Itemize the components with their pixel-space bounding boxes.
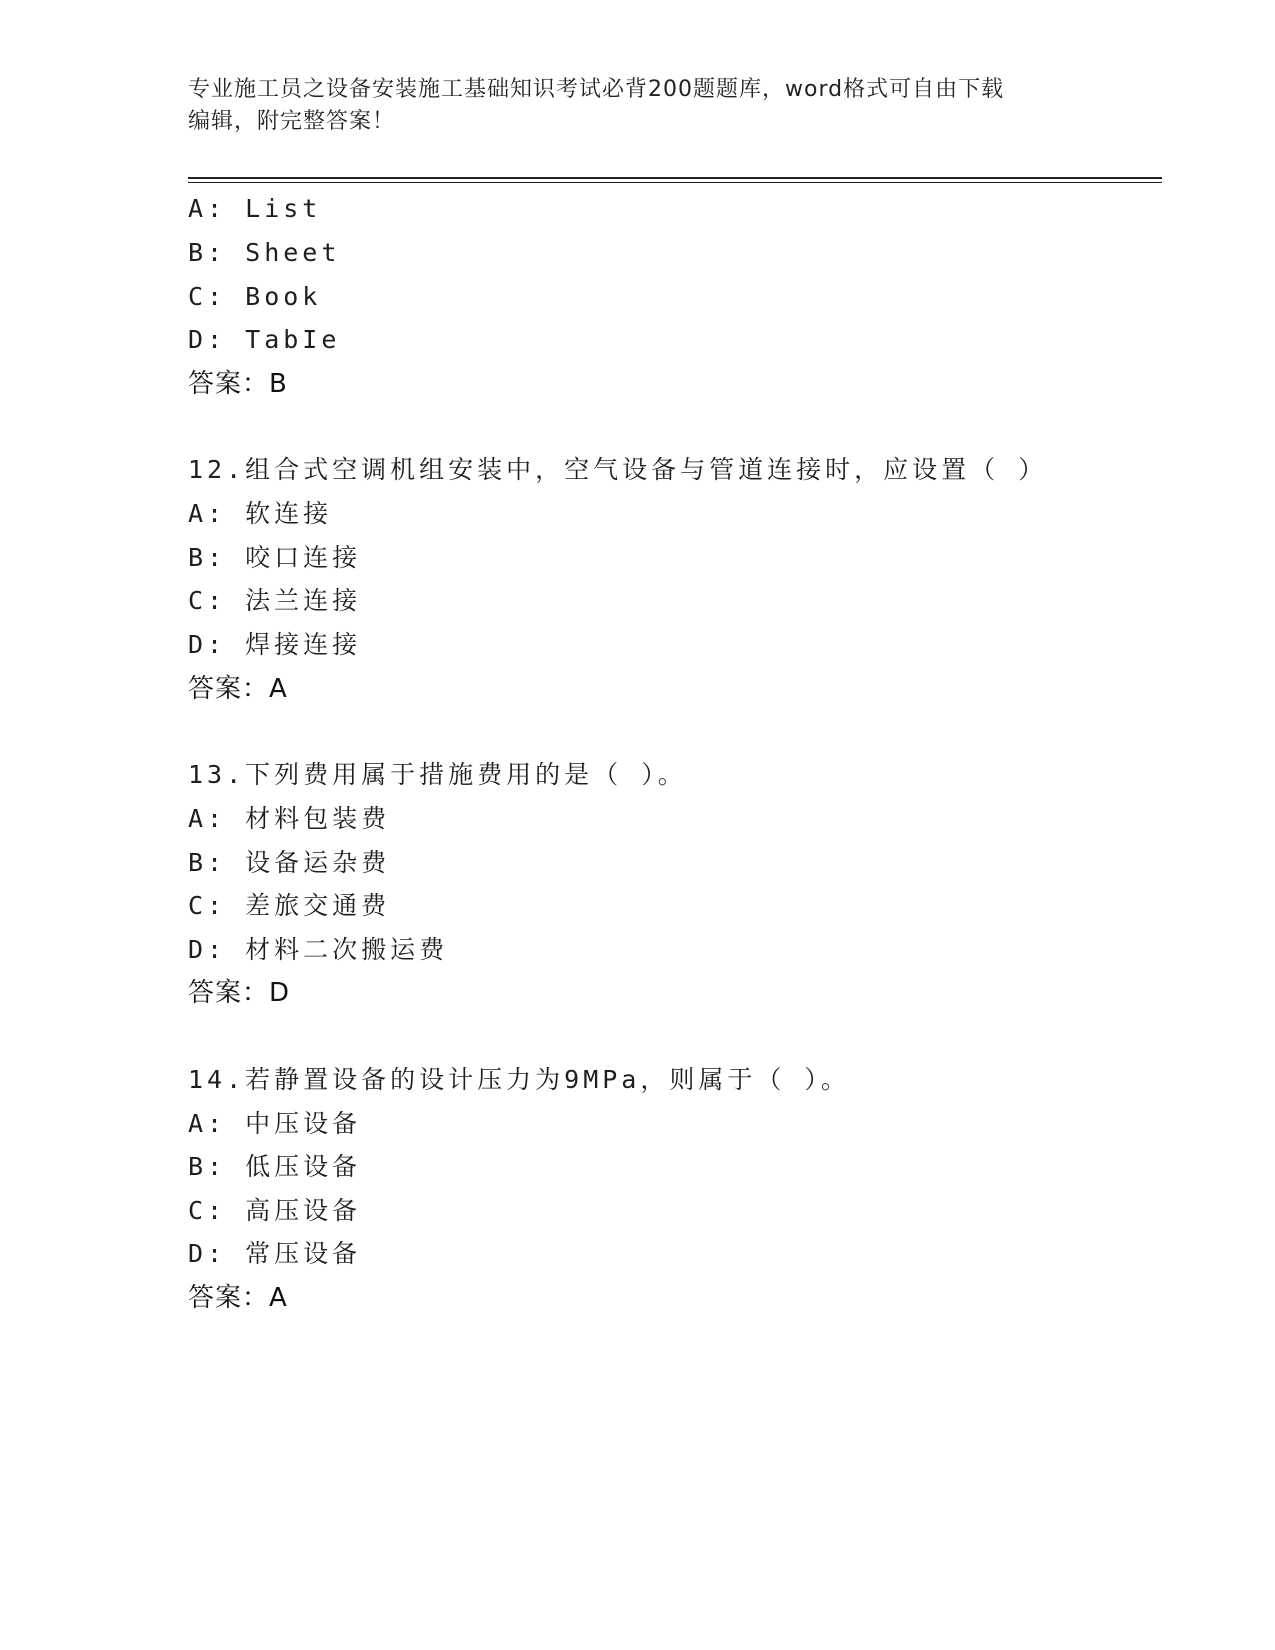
q13-option-b: B: 设备运杂费: [188, 848, 391, 877]
q11-option-b: B: Sheet: [188, 238, 341, 267]
q12-option-c: C: 法兰连接: [188, 586, 362, 615]
header-divider-thick: [188, 177, 1162, 179]
q14-answer: 答案：A: [188, 1283, 288, 1313]
q12-answer: 答案：A: [188, 674, 288, 704]
q14-option-c: C: 高压设备: [188, 1196, 362, 1225]
q11-option-d: D: TabIe: [188, 325, 341, 354]
q11-answer: 答案：B: [188, 369, 288, 399]
document-header: [188, 74, 1088, 138]
q14-stem: 14.若静置设备的设计压力为9MPa，则属于（ ）。: [188, 1065, 850, 1094]
q11-option-a: A: List: [188, 194, 322, 223]
q14-option-a: A: 中压设备: [188, 1109, 362, 1138]
header-divider-thin: [188, 182, 1162, 183]
q14-option-d: D: 常压设备: [188, 1239, 362, 1268]
q12-stem: 12.组合式空调机组安装中，空气设备与管道连接时，应设置（ ）: [188, 455, 1048, 484]
q13-option-c: C: 差旅交通费: [188, 891, 391, 920]
q13-option-a: A: 材料包装费: [188, 804, 391, 833]
header-title-line-1: 专业施工员之设备安装施工基础知识考试必背200题题库，word格式可自由下载: [188, 77, 1005, 102]
q13-option-d: D: 材料二次搬运费: [188, 935, 449, 964]
q13-stem: 13.下列费用属于措施费用的是（ ）。: [188, 760, 687, 789]
q14-option-b: B: 低压设备: [188, 1152, 362, 1181]
q12-option-d: D: 焊接连接: [188, 630, 362, 659]
q11-option-c: C: Book: [188, 282, 322, 311]
q12-option-a: A: 软连接: [188, 499, 333, 528]
q12-option-b: B: 咬口连接: [188, 543, 362, 572]
q13-answer: 答案：D: [188, 978, 291, 1008]
header-title-line-2: 编辑，附完整答案！: [188, 109, 396, 134]
